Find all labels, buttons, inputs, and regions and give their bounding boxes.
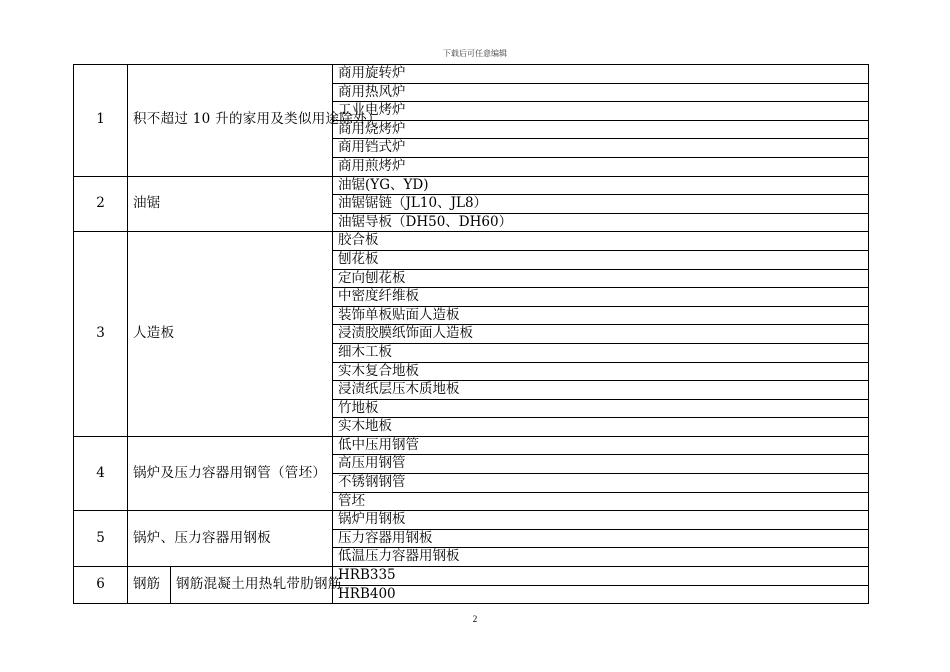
product-item: 商用烧烤炉 <box>333 120 869 139</box>
product-item: 压力容器用钢板 <box>333 529 869 548</box>
product-item: 细木工板 <box>333 343 869 362</box>
product-category: 锅炉、压力容器用钢板 <box>128 511 333 567</box>
table-row <box>74 511 869 530</box>
row-number: 6 <box>74 567 128 604</box>
product-item: HRB400 <box>333 585 869 604</box>
product-item: 不锈钢钢管 <box>333 474 869 493</box>
product-item: 油锯导板（DH50、DH60） <box>333 213 869 232</box>
product-category: 人造板 <box>128 232 333 437</box>
table-row <box>74 65 869 84</box>
product-item: HRB335 <box>333 567 869 586</box>
product-category: 钢筋混凝土用热轧带肋钢筋 <box>171 567 333 604</box>
product-category-main: 钢筋 <box>128 567 171 604</box>
product-item: 管坯 <box>333 492 869 511</box>
product-category: 锅炉及压力容器用钢管（管坯） <box>128 436 333 510</box>
table-row <box>74 176 869 195</box>
product-catalog-table <box>73 64 869 604</box>
page-number: 2 <box>472 614 478 624</box>
table-row <box>74 436 869 455</box>
product-item: 商用煎烤炉 <box>333 157 869 176</box>
product-item: 实木地板 <box>333 418 869 437</box>
product-item: 胶合板 <box>333 232 869 251</box>
product-item: 低中压用钢管 <box>333 436 869 455</box>
product-category: 积不超过 10 升的家用及类似用途除外） <box>128 65 333 177</box>
product-item: 中密度纤维板 <box>333 288 869 307</box>
product-item: 锅炉用钢板 <box>333 511 869 530</box>
product-item: 浸渍胶膜纸饰面人造板 <box>333 325 869 344</box>
row-number: 4 <box>74 436 128 510</box>
product-item: 工业电烤炉 <box>333 102 869 121</box>
product-category: 油锯 <box>128 176 333 232</box>
product-item: 低温压力容器用钢板 <box>333 548 869 567</box>
product-item: 商用热风炉 <box>333 83 869 102</box>
product-item: 装饰单板贴面人造板 <box>333 306 869 325</box>
table-row <box>74 567 869 586</box>
product-item: 定向刨花板 <box>333 269 869 288</box>
product-item: 商用旋转炉 <box>333 65 869 84</box>
row-number: 2 <box>74 176 128 232</box>
product-item: 浸渍纸层压木质地板 <box>333 381 869 400</box>
row-number: 5 <box>74 511 128 567</box>
page-header: 下载后可任意编辑 <box>443 49 507 58</box>
product-item: 刨花板 <box>333 250 869 269</box>
product-item: 竹地板 <box>333 399 869 418</box>
product-item: 商用铛式炉 <box>333 139 869 158</box>
row-number: 1 <box>74 65 128 177</box>
row-number: 3 <box>74 232 128 437</box>
product-item: 油锯锯链（JL10、JL8） <box>333 195 869 214</box>
product-item: 高压用钢管 <box>333 455 869 474</box>
table-row <box>74 232 869 251</box>
product-item: 实木复合地板 <box>333 362 869 381</box>
product-item: 油锯(YG、YD) <box>333 176 869 195</box>
